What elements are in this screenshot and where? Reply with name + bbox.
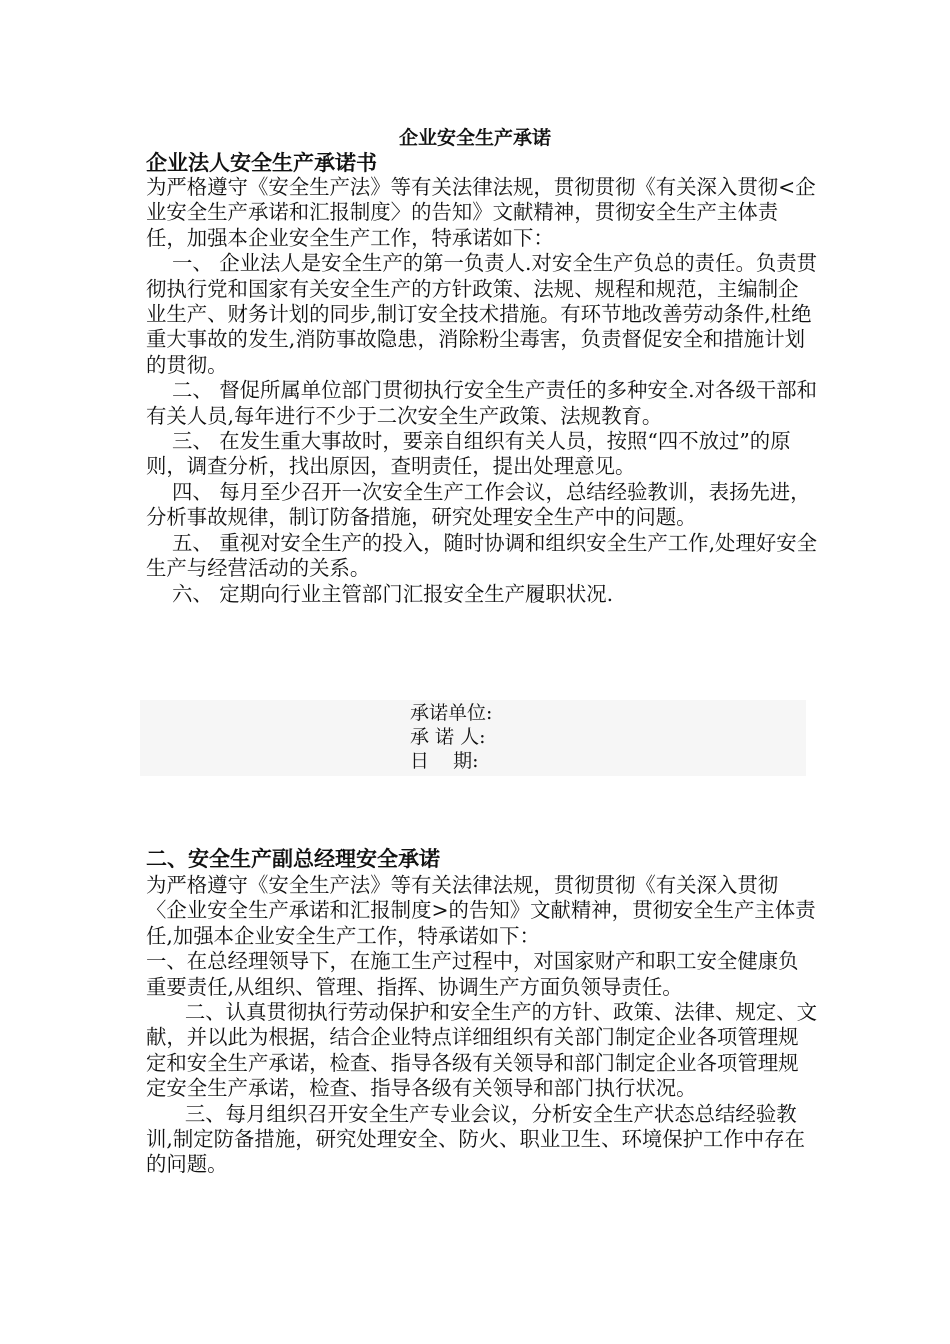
sign-unit-label: 承诺单位:	[410, 702, 493, 724]
section-2-intro: 为严格遵守《安全生产法》等有关法律法规，贯彻贯彻《有关深入贯彻〈企业安全生产承诺和汇报制度>的告知》文献精神，贯彻安全生产主体责任,加强本企业安全生产工作，特承诺如下：	[146, 873, 816, 948]
section-1-item-3: 三、 在发生重大事故时，要亲自组织有关人员，按照“四不放过”的原则，调查分析，找出原因，查明责任，提出处理意见。	[146, 429, 791, 479]
section-2-item-2: 二、认真贯彻执行劳动保护和安全生产的方针、政策、法律、规定、文献，并以此为根据，结合企业特点详细组织有关部门制定企业各项管理规定和安全生产承诺，检查、指导各级有关领导和部门制定企业各项管理规定安全生产承诺，检查、指导各级有关领导和部门执行状况。	[146, 1000, 817, 1101]
section-1-heading: 企业法人安全生产承诺书	[146, 150, 377, 175]
section-1-item-2: 二、 督促所属单位部门贯彻执行安全生产责任的多种安全.对各级干部和有关人员,每年进行不少于二次安全生产政策、法规教育。	[146, 378, 818, 428]
document-title: 企业安全生产承诺	[398, 127, 551, 149]
section-2-item-1: 一、在总经理领导下，在施工生产过程中，对国家财产和职工安全健康负重要责任,从组织、管理、指挥、协调生产方面负领导责任。	[146, 949, 799, 999]
section-2-heading: 二、安全生产副总经理安全承诺	[146, 846, 440, 871]
section-1-body	[146, 175, 818, 607]
section-1-item-1: 一、 企业法人是安全生产的第一负责人.对安全生产负总的责任。负责贯彻执行党和国家有关安全生产的方针政策、法规、规程和规范，主编制企业生产、财务计划的同步,制订安全技术措施。有环节地改善劳动条件,杜绝重大事故的发生,消防事故隐患，消除粉尘毒害，负责督促安全和措施计划的贯彻。	[146, 251, 818, 377]
sign-person-label: 承 诺 人:	[410, 726, 486, 748]
section-1-item-6: 六、 定期向行业主管部门汇报安全生产履职状况.	[146, 581, 614, 606]
sign-date-label: 日 期:	[410, 750, 479, 772]
section-2-body	[146, 873, 818, 1178]
section-2-item-3: 三、每月组织召开安全生产专业会议，分析安全生产状态总结经验教训,制定防备措施，研究处理安全、防火、职业卫生、环境保护工作中存在的问题。	[146, 1101, 805, 1177]
section-1-item-4: 四、 每月至少召开一次安全生产工作会议，总结经验教训，表扬先进，分析事故规律，制订防备措施，研究处理安全生产中的问题。	[146, 479, 811, 530]
section-1-item-5: 五、 重视对安全生产的投入，随时协调和组织安全生产工作,处理好安全生产与经营活动的关系。	[146, 530, 818, 581]
section-1-intro: 为严格遵守《安全生产法》等有关法律法规，贯彻贯彻《有关深入贯彻<企业安全生产承诺和汇报制度〉的告知》文献精神，贯彻安全生产主体责任，加强本企业安全生产工作，特承诺如下：	[146, 175, 816, 250]
